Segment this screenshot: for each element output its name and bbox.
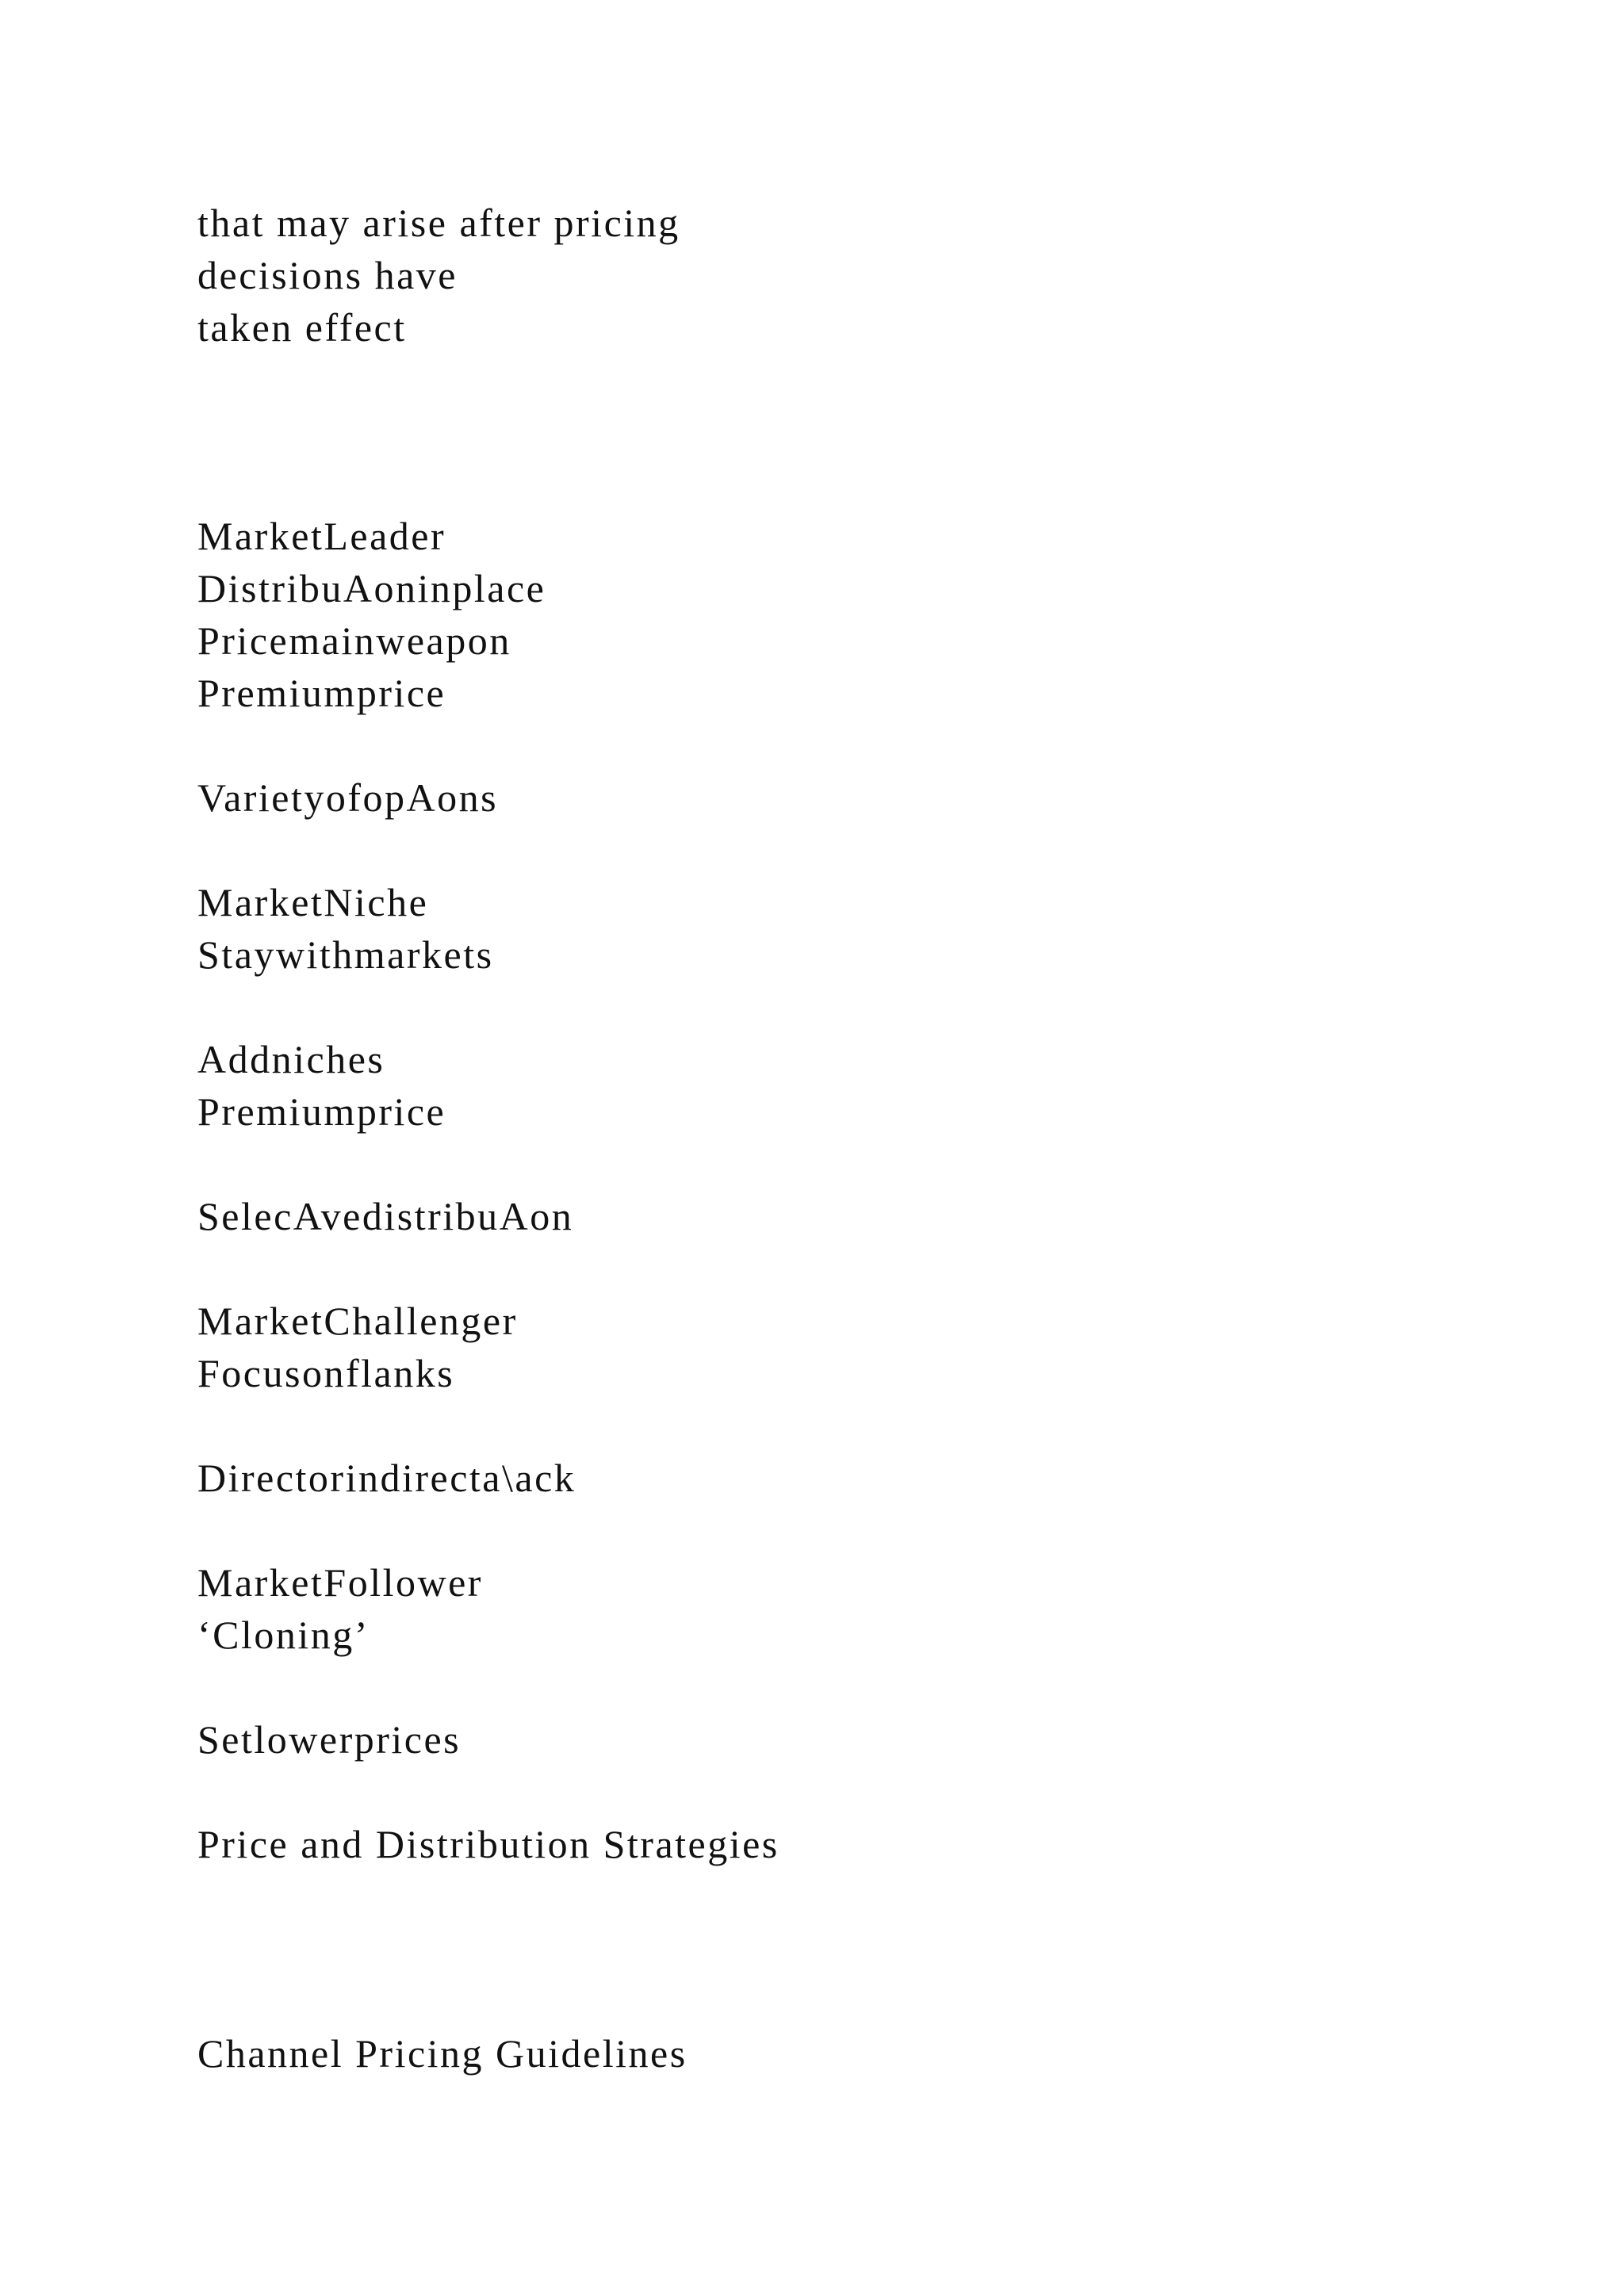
- market-niche-line-3: Premiumprice: [197, 1089, 446, 1134]
- market-niche-line-1: Staywithmarkets: [197, 932, 494, 977]
- market-challenger-title: MarketChallenger: [197, 1299, 518, 1343]
- market-niche-line-4: SelecAvedistribuAon: [197, 1194, 574, 1238]
- market-leader-title: MarketLeader: [197, 514, 446, 558]
- market-challenger-line-2: Directorindirecta\ack: [197, 1456, 576, 1500]
- section-title: Price and Distribution Strategies: [197, 1822, 779, 1866]
- market-niche-title: MarketNiche: [197, 880, 429, 924]
- market-challenger-line-1: Focusonflanks: [197, 1351, 455, 1395]
- next-heading: Channel Pricing Guidelines: [197, 2031, 688, 2076]
- market-leader-line-3: Premiumprice: [197, 671, 446, 715]
- market-leader-line-1: DistribuAoninplace: [197, 566, 546, 610]
- market-leader-line-4: VarietyofopAons: [197, 775, 499, 820]
- market-follower-line-1: ‘Cloning’: [197, 1613, 370, 1657]
- market-follower-line-2: Setlowerprices: [197, 1717, 462, 1762]
- intro-line-3: taken effect: [197, 305, 407, 350]
- market-follower-title: MarketFollower: [197, 1560, 483, 1605]
- market-niche-line-2: Addniches: [197, 1037, 385, 1081]
- market-leader-line-2: Pricemainweapon: [197, 618, 511, 663]
- intro-line-2: decisions have: [197, 253, 458, 297]
- intro-line-1: that may arise after pricing: [197, 201, 680, 245]
